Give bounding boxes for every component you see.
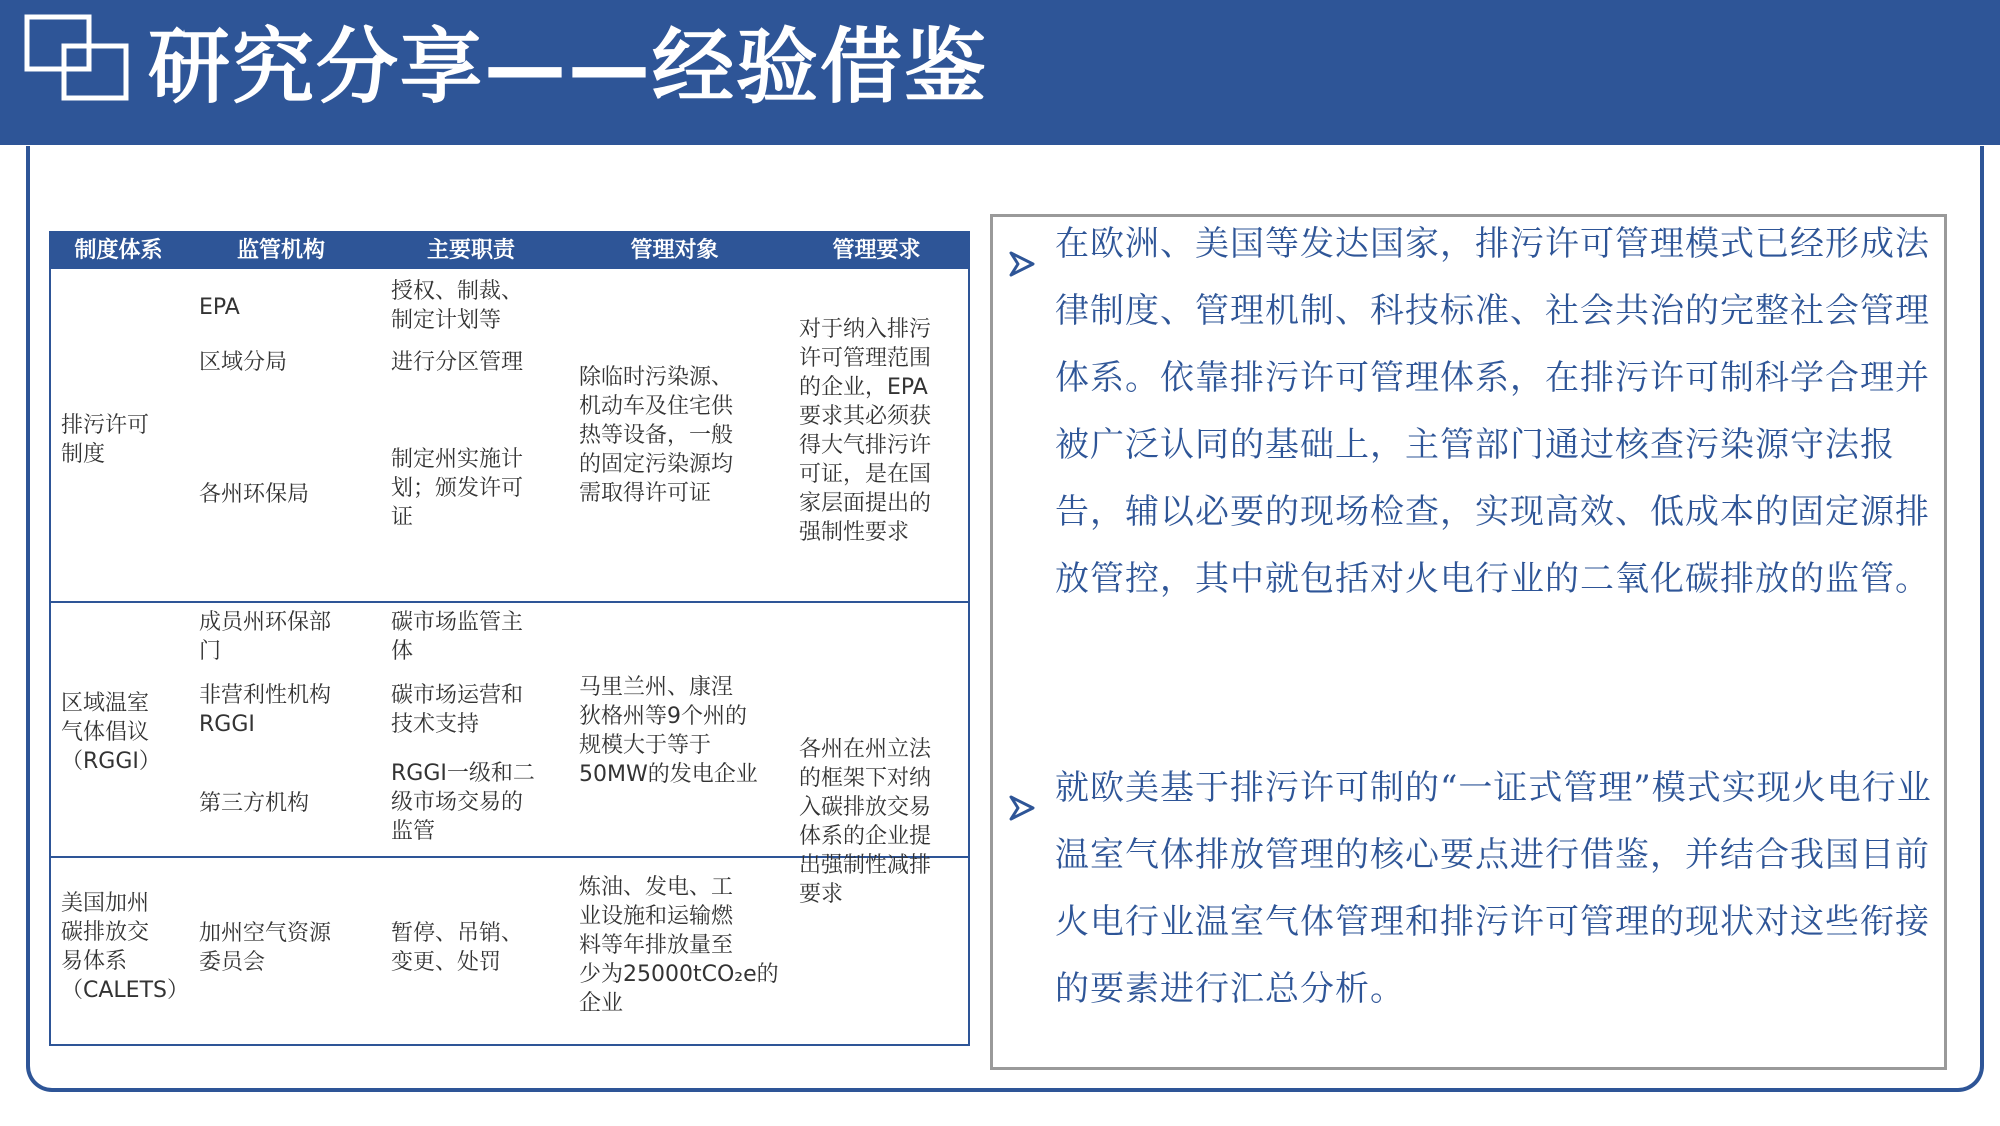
logo-icon	[24, 14, 134, 104]
summary-paragraph: 就欧美基于排污许可制的“一证式管理”模式实现火电行业温室气体排放管理的核心要点进行借鉴，并结合我国目前火电行业温室气体管理和排污许可管理的现状对这些衔接的要素进行汇总分析。	[1055, 768, 1932, 1009]
table-cell-agency: 第三方机构	[199, 791, 310, 816]
table-cell-duty: 碳市场监管主 体	[391, 610, 524, 664]
table-cell-system: 区域温室 气体倡议 （RGGI）	[61, 691, 161, 774]
table-header	[51, 233, 968, 269]
table-cell-duty: 暂停、吊销、 变更、处罚	[391, 921, 524, 975]
summary-paragraph: 在欧洲、美国等发达国家，排污许可管理模式已经形成法律制度、管理机制、科技标准、社会共治的完整社会管理体系。依靠排污许可管理体系，在排污许可制科学合理并被广泛认同的基础上，主管部门通过核查污染源守法报告，辅以必要的现场检查，实现高效、低成本的固定源排放管控，其中就包括对火电行业的二氧化碳排放的监管。	[1055, 224, 1930, 599]
table-cell-object: 炼油、发电、工 业设施和运输燃 料等年排放量至 少为25000tCO₂e的 企业	[579, 875, 779, 1016]
table-cell-agency: 非营利性机构 RGGI	[199, 683, 332, 737]
table-cell-agency: 成员州环保部 门	[199, 610, 332, 664]
table-cell-agency: 加州空气资源 委员会	[199, 921, 332, 975]
page-title: 研究分享——经验借鉴	[148, 20, 989, 115]
row-divider	[51, 601, 968, 603]
title-bar	[0, 0, 2000, 145]
table-cell-object: 马里兰州、康涅 狄格州等9个州的 规模大于等于 50MW的发电企业	[579, 675, 758, 787]
summary-box	[990, 214, 1947, 1070]
arrow-bullet-icon	[1007, 249, 1037, 279]
column-header-object: 管理对象	[630, 238, 719, 263]
table-cell-system: 美国加州 碳排放交 易体系 （CALETS）	[61, 891, 189, 1003]
table-cell-duty: RGGI一级和二 级市场交易的 监管	[391, 761, 535, 844]
table-cell-duty: 制定州实施计 划；颁发许可 证	[391, 447, 524, 530]
table-cell-requirement: 对于纳入排污 许可管理范围 的企业，EPA 要求其必须获 得大气排污许 可证，是在国 家层面提出的 强制性要求	[799, 317, 932, 545]
table-cell-system: 排污许可 制度	[61, 413, 150, 467]
table-cell-duty: 授权、制裁、 制定计划等	[391, 279, 524, 333]
comparison-table	[49, 231, 970, 1046]
table-cell-duty: 进行分区管理	[391, 350, 524, 375]
column-header-duty: 主要职责	[426, 238, 515, 263]
column-header-system: 制度体系	[74, 238, 163, 263]
table-cell-agency: EPA	[199, 295, 240, 320]
arrow-bullet-icon	[1007, 793, 1037, 823]
table-cell-agency: 区域分局	[199, 350, 288, 375]
table-cell-agency: 各州环保局	[199, 482, 310, 507]
table-cell-requirement: 各州在州立法 的框架下对纳 入碳排放交易 体系的企业提 出强制性减排 要求	[799, 737, 932, 907]
column-header-requirement: 管理要求	[832, 238, 921, 263]
column-header-agency: 监管机构	[236, 238, 325, 263]
table-cell-object: 除临时污染源、 机动车及住宅供 热等设备，一般 的固定污染源均 需取得许可证	[579, 365, 734, 506]
table-cell-duty: 碳市场运营和 技术支持	[391, 683, 524, 737]
